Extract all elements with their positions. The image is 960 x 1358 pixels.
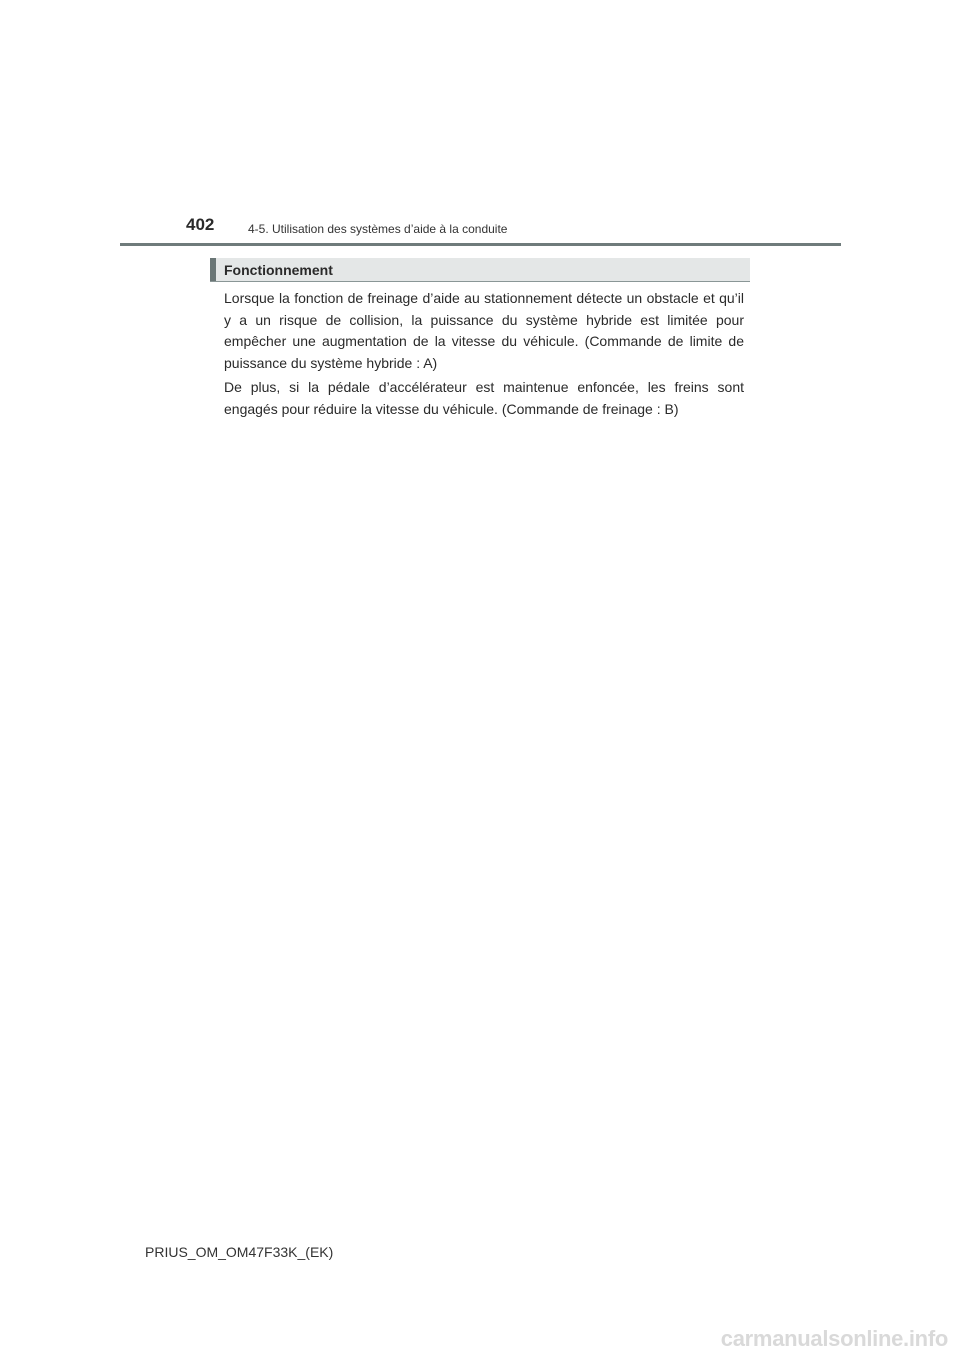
watermark: carmanualsonline.info <box>720 1326 948 1351</box>
header-divider <box>120 243 841 246</box>
chapter-title: 4-5. Utilisation des systèmes d’aide à la conduite <box>248 222 508 236</box>
document-code: PRIUS_OM_OM47F33K_(EK) <box>145 1244 334 1260</box>
section-heading <box>210 258 750 282</box>
body-paragraph-1: Lorsque la fonction de freinage d’aide au stationnement détecte un obstacle et qu’il y a un risque de collision, la puissance du système hybride est limitée pour empêcher une augmentation de la vitesse du véhicule. (Commande de limite de puissance du système hybride : A) <box>224 290 744 371</box>
section-title: Fonctionnement <box>224 262 333 278</box>
body-paragraph-2: De plus, si la pédale d’accélérateur est maintenue enfoncée, les freins sont engagés pour réduire la vitesse du véhicule. (Commande de freinage : B) <box>224 379 744 417</box>
section-accent-bar <box>210 258 216 281</box>
page-number: 402 <box>186 215 215 234</box>
